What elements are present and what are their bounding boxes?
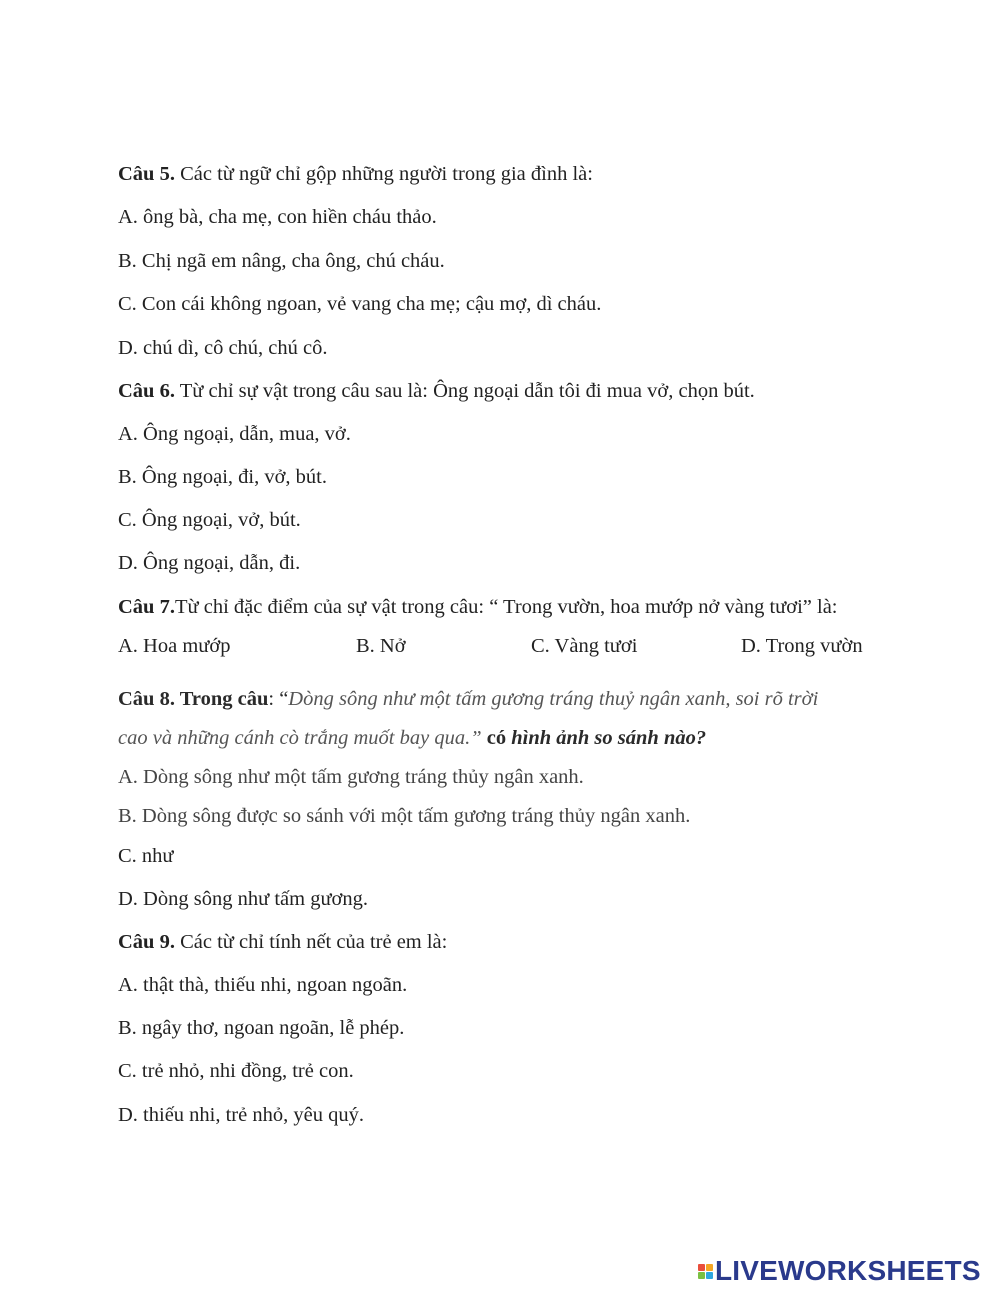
question-5-option-d[interactable]: D. chú dì, cô chú, chú cô.: [118, 337, 328, 359]
question-6: [118, 378, 755, 404]
question-9: [118, 929, 447, 955]
question-8: [118, 686, 818, 712]
question-7-option-d[interactable]: D. Trong vườn: [741, 635, 863, 657]
logo-square-icon: [706, 1264, 713, 1271]
logo-square-icon: [698, 1264, 705, 1271]
question-7: [118, 594, 838, 620]
question-6-text: Từ chỉ sự vật trong câu sau là: Ông ngoại dẫn tôi đi mua vở, chọn bút.: [174, 380, 755, 402]
liveworksheets-logo-text: LIVEWORKSHEETS: [715, 1255, 981, 1286]
question-8-colon: : “: [268, 688, 289, 710]
question-8-line-2: [118, 725, 706, 751]
question-8-ask: có: [481, 727, 512, 749]
question-5: [118, 161, 593, 187]
logo-square-icon: [698, 1272, 705, 1279]
liveworksheets-logo-icon: [698, 1264, 713, 1279]
question-7-text: Từ chỉ đặc điểm của sự vật trong câu: “ Trong vườn, hoa mướp nở vàng tươi” là:: [174, 596, 838, 618]
question-8-label: Câu 8. Trong câu: [118, 688, 269, 710]
question-7-label: Câu 7.: [118, 596, 175, 618]
question-5-option-a[interactable]: A. ông bà, cha mẹ, con hiền cháu thảo.: [118, 206, 437, 228]
question-6-option-b[interactable]: B. Ông ngoại, đi, vở, bút.: [118, 466, 328, 488]
question-5-option-c[interactable]: C. Con cái không ngoan, vẻ vang cha mẹ; cậu mợ, dì cháu.: [118, 293, 602, 315]
question-9-option-d[interactable]: D. thiếu nhi, trẻ nhỏ, yêu quý.: [118, 1104, 364, 1126]
question-9-text: Các từ chỉ tính nết của trẻ em là:: [174, 931, 448, 953]
question-6-label: Câu 6.: [118, 380, 175, 402]
question-5-option-b[interactable]: B. Chị ngã em nâng, cha ông, chú cháu.: [118, 250, 445, 272]
question-7-option-b[interactable]: B. Nở: [356, 635, 406, 657]
question-9-option-c[interactable]: C. trẻ nhỏ, nhi đồng, trẻ con.: [118, 1060, 354, 1082]
question-8-ask-emphasis: hình ảnh so sánh nào?: [511, 727, 707, 749]
question-8-option-d[interactable]: D. Dòng sông như tấm gương.: [118, 888, 369, 910]
question-7-options: [118, 633, 898, 659]
question-8-quote-line-1: Dòng sông như một tấm gương tráng thuỷ ngân xanh, soi rõ trời: [288, 688, 819, 710]
liveworksheets-logo: [698, 1256, 981, 1286]
question-6-option-c[interactable]: C. Ông ngoại, vở, bút.: [118, 509, 301, 531]
question-8-option-c[interactable]: C. như: [118, 845, 174, 867]
question-8-option-b[interactable]: B. Dòng sông được so sánh với một tấm gương tráng thủy ngân xanh.: [118, 805, 691, 827]
question-9-option-b[interactable]: B. ngây thơ, ngoan ngoãn, lễ phép.: [118, 1017, 405, 1039]
question-9-option-a[interactable]: A. thật thà, thiếu nhi, ngoan ngoãn.: [118, 974, 408, 996]
question-6-option-a[interactable]: A. Ông ngoại, dẫn, mua, vở.: [118, 423, 351, 445]
question-5-text: Các từ ngữ chỉ gộp những người trong gia đình là:: [174, 163, 593, 185]
question-7-option-a[interactable]: A. Hoa mướp: [118, 635, 231, 657]
logo-square-icon: [706, 1272, 713, 1279]
question-9-label: Câu 9.: [118, 931, 175, 953]
question-5-label: Câu 5.: [118, 163, 175, 185]
question-6-option-d[interactable]: D. Ông ngoại, dẫn, đi.: [118, 552, 301, 574]
question-8-option-a[interactable]: A. Dòng sông như một tấm gương tráng thủy ngân xanh.: [118, 766, 584, 788]
question-7-option-c[interactable]: C. Vàng tươi: [531, 635, 638, 657]
question-8-quote-line-2: cao và những cánh cò trắng muốt bay qua.”: [118, 727, 482, 749]
